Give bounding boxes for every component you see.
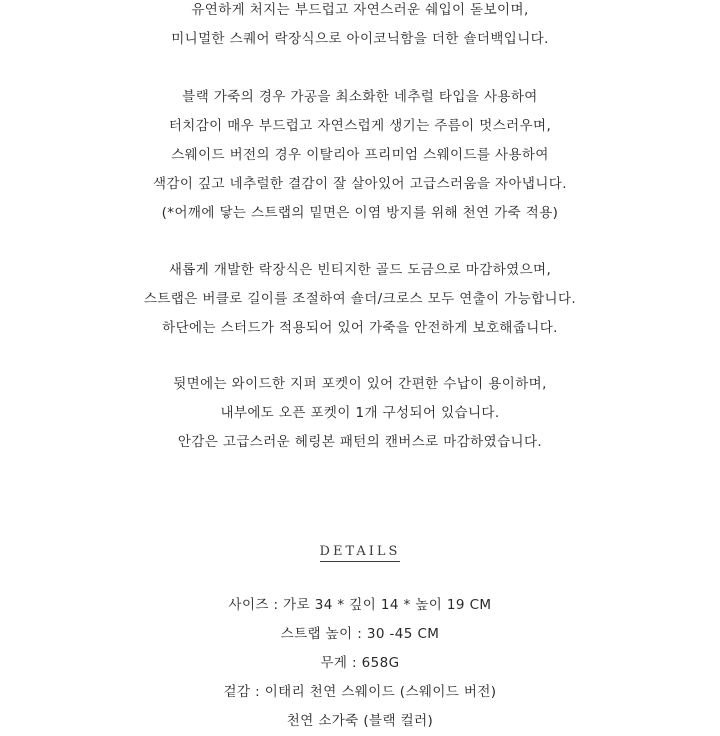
text-line: 블랙 가죽의 경우 가공을 최소화한 네추럴 타입을 사용하여 (182, 89, 538, 105)
detail-strap-height: 스트랩 높이 : 30 -45 CM (280, 626, 440, 642)
description-paragraph-material (0, 83, 720, 228)
details-list (0, 591, 720, 736)
text-line: 미니멀한 스퀘어 락장식으로 아이코닉함을 더한 숄더백입니다. (171, 31, 549, 47)
text-line: 뒷면에는 와이드한 지퍼 포켓이 있어 간편한 수납이 용이하며, (173, 376, 547, 392)
text-line: 내부에도 오픈 포켓이 1개 구성되어 있습니다. (220, 405, 500, 421)
text-line: 스웨이드 버전의 경우 이탈리아 프리미엄 스웨이드를 사용하여 (171, 147, 549, 163)
detail-weight: 무게 : 658G (320, 655, 400, 671)
text-line: 유연하게 처지는 부드럽고 자연스러운 쉐입이 돋보이며, (191, 2, 529, 18)
text-line: 스트랩은 버클로 길이를 조절하여 숄더/크로스 모두 연출이 가능합니다. (143, 291, 577, 307)
text-line: 터치감이 매우 부드럽고 자연스럽게 생기는 주름이 멋스러우며, (168, 118, 552, 134)
description-paragraph-pockets (0, 370, 720, 457)
text-line: 색감이 깊고 네추럴한 결감이 잘 살아있어 고급스러움을 자아냅니다. (153, 176, 567, 192)
detail-size: 사이즈 : 가로 34 * 깊이 14 * 높이 19 CM (228, 597, 492, 613)
description-paragraph-shape (0, 0, 720, 54)
text-line: 새롭게 개발한 락장식은 빈티지한 골드 도금으로 마감하였으며, (168, 262, 552, 278)
text-line: 안감은 고급스러운 헤링본 패턴의 캔버스로 마감하였습니다. (177, 434, 543, 450)
details-heading (0, 544, 720, 562)
details-heading-text: DETAILS (320, 544, 401, 562)
detail-outer-material-alt: 천연 소가죽 (블랙 컬러) (286, 713, 434, 729)
detail-outer-material: 겉감 : 이태리 천연 스웨이드 (스웨이드 버전) (223, 684, 497, 700)
text-line: (*어깨에 닿는 스트랩의 밑면은 이염 방지를 위해 천연 가죽 적용) (161, 205, 559, 221)
description-paragraph-hardware (0, 256, 720, 343)
text-line: 하단에는 스터드가 적용되어 있어 가죽을 안전하게 보호해줍니다. (162, 320, 558, 336)
